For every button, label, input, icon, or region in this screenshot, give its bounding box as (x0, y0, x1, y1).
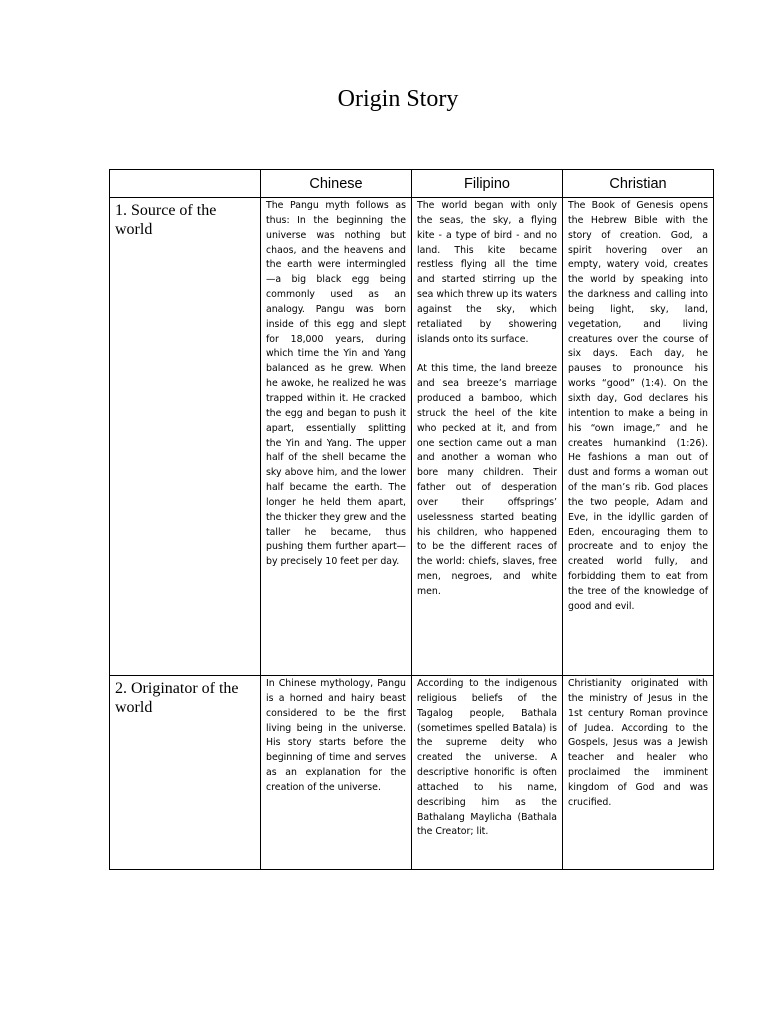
row-label-originator: 2. Originator of the world (110, 676, 261, 870)
header-filipino: Filipino (412, 170, 563, 198)
cell-christian-source (563, 198, 714, 676)
paragraph: In Chinese mythology, Pangu is a horned and hairy beast considered to be the first living being in the universe. His story starts before the beginning of time and serves as an explanation for the creation of the universe. (266, 678, 406, 793)
cell-christian-originator (563, 676, 714, 870)
origin-story-table (109, 169, 714, 870)
page-title: Origin Story (337, 86, 459, 112)
cell-filipino-source (412, 198, 563, 676)
header-christian: Christian (563, 170, 714, 198)
cell-chinese-originator (261, 676, 412, 870)
paragraph: At this time, the land breeze and sea breeze’s marriage produced a bamboo, which struck the heel of the kite who pecked at it, and from one section came out a man and another a woman who bore many children. Their father out of desperation over their offsprings’ uselessness started beating his children, who happened to be the different races of the world: chiefs, slaves, free men, negroes, and white men. (417, 363, 557, 597)
header-blank (110, 170, 261, 198)
cell-chinese-source (261, 198, 412, 676)
paragraph: The Pangu myth follows as thus: In the beginning the universe was nothing but chaos, and the heavens and the earth were intermingled—a big black egg being commonly used as an analogy. Pangu was born inside of this egg and slept for 18,000 years, during which time the Yin and Yang balanced as he grew. When he awoke, he realized he was trapped within it. He cracked the egg and began to push it apart, essentially splitting the Yin and Yang. The upper half of the shell became the sky above him, and the lower half became the earth. The longer he held them apart, the thicker they grew and the taller he became, thus pushing them further apart—by precisely 10 feet per day. (266, 200, 406, 568)
paragraph: The Book of Genesis opens the Hebrew Bible with the story of creation. God, a spirit hovering over an empty, watery void, creates the world by speaking into the darkness and calling into being light, sky, land, vegetation, and living creatures over the course of six days. Each day, he pauses to pronounce his works “good” (1:4). On the sixth day, God declares his intention to make a being in his “own image,” and he creates humankind (1:26). He fashions a man out of dust and forms a woman out of the man’s rib. God places the two people, Adam and Eve, in the idyllic garden of Eden, encouraging them to procreate and to enjoy the created world fully, and forbidding them to eat from the tree of the knowledge of good and evil. (568, 200, 708, 612)
cell-filipino-originator (412, 676, 563, 870)
paragraph: The world began with only the seas, the sky, a flying kite - a type of bird - and no land. This kite became restless flying all the time and started stirring up the sea which threw up its waters against the sky, which retaliated by showering islands onto its surface. (417, 200, 557, 345)
table-row (110, 676, 714, 870)
paragraph: Christianity originated with the ministry of Jesus in the 1st century Roman province of Judea. According to the Gospels, Jesus was a Jewish teacher and healer who proclaimed the imminent kingdom of God and was crucified. (568, 678, 708, 808)
paragraph: According to the indigenous religious beliefs of the Tagalog people, Bathala (sometimes spelled Batala) is the supreme deity who created the universe. A descriptive honorific is often attached to his name, describing him as the Bathalang Maylicha (Bathala the Creator; lit. (417, 678, 557, 838)
table-row (110, 198, 714, 676)
header-chinese: Chinese (261, 170, 412, 198)
row-label-source: 1. Source of the world (110, 198, 261, 676)
table-header-row (110, 170, 714, 198)
